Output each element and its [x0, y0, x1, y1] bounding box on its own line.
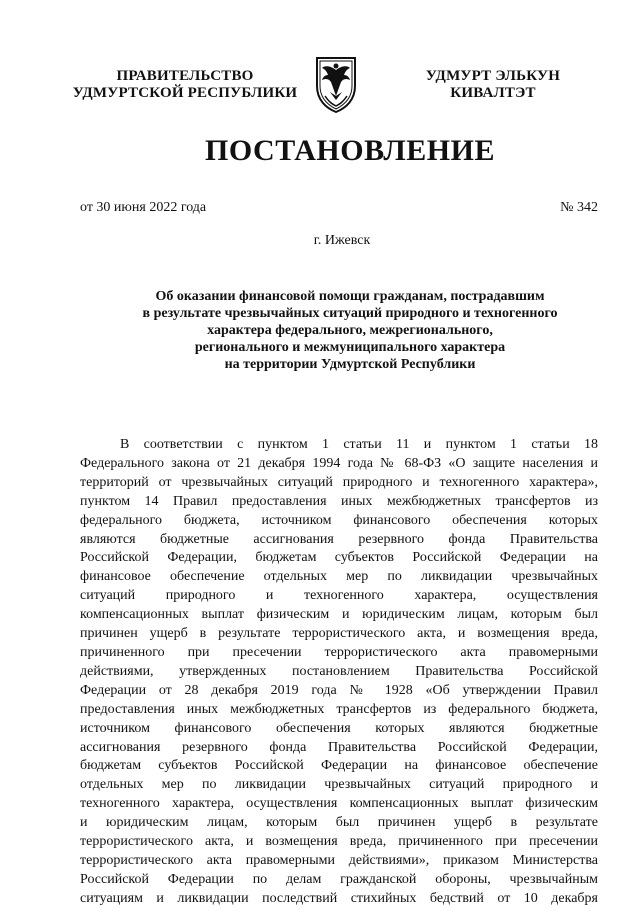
body-line: причинен ущерб в результате террористического акта, и возмещения вреда,: [80, 626, 598, 642]
body-line: финансовое обеспечение отдельных мер по ликвидации чрезвычайных: [80, 569, 598, 585]
body-line: источником финансового обеспечения которых являются бюджетные: [80, 720, 598, 736]
body-line: бюджетам субъектов Российской Федерации на финансовое обеспечение: [80, 758, 598, 774]
body-line: Федерации от 28 декабря 2019 года № 1928 «Об утверждении Правил: [80, 682, 598, 698]
body-line: террористического акта правомерными действиями», приказом Министерства: [80, 852, 598, 868]
body-line: отдельных мер по ликвидации чрезвычайных ситуаций природного и: [80, 777, 598, 793]
body-line: техногенного характера, осуществления компенсационных выплат физическим: [80, 796, 598, 812]
title-line: в результате чрезвычайных ситуаций природного и техногенного: [142, 306, 558, 321]
document-number: № 342: [560, 200, 598, 215]
body-line: ситуациям и ликвидации последствий стихийных бедствий от 10 декабря: [80, 890, 598, 906]
document-date: от 30 июня 2022 года: [80, 200, 207, 215]
body-line: ситуаций природного и техногенного характера, осуществления: [80, 588, 598, 604]
document-subject-title: [90, 288, 610, 373]
body-paragraph: [80, 436, 598, 909]
body-line: Российской Федерации, бюджетам субъектов Российской Федерации на: [80, 550, 598, 566]
title-line: Об оказании финансовой помощи гражданам, пострадавшим: [155, 289, 545, 304]
document-type-title: ПОСТАНОВЛЕНИЕ: [205, 134, 495, 167]
issuer-name-udmurt: [388, 68, 598, 102]
issuer-line: УДМУРТСКОЙ РЕСПУБЛИКИ: [72, 85, 298, 101]
body-line: и юридическим лицам, которым был причинен ущерб в результате: [80, 815, 598, 831]
body-line: федерального бюджета, источником финансового обеспечения которых: [80, 512, 598, 528]
body-line: ассигнования резервного фонда Правительства Российской Федерации,: [80, 739, 598, 755]
body-line: компенсационных выплат физическим и юридическим лицам, которым был: [80, 607, 598, 623]
body-line: причиненного при пресечении террористического акта правомерными: [80, 644, 598, 660]
title-line: характера федерального, межрегионального,: [207, 323, 493, 338]
coat-of-arms-icon: [313, 56, 359, 114]
title-line: регионального и межмуниципального характера: [194, 340, 506, 355]
issuer-line: ПРАВИТЕЛЬСТВО: [116, 68, 254, 84]
document-city: г. Ижевск: [313, 233, 371, 248]
body-line: Федерального закона от 21 декабря 1994 года № 68-ФЗ «О защите населения и: [80, 455, 598, 471]
body-line: действиями, утвержденных постановлением Правительства Российской: [80, 663, 598, 679]
body-line: являются бюджетные ассигнования резервного фонда Правительства: [80, 531, 598, 547]
issuer-line: УДМУРТ ЭЛЬКУН: [425, 68, 561, 84]
issuer-name-russian: [60, 68, 310, 102]
title-line: на территории Удмуртской Республики: [224, 357, 476, 372]
body-line: террористического акта, и возмещения вреда, причиненного при пресечении: [80, 834, 598, 850]
body-line: Российской Федерации по делам гражданской обороны, чрезвычайным: [80, 871, 598, 887]
body-line: территорий от чрезвычайных ситуаций природного и техногенного характера»,: [80, 474, 598, 490]
body-line: предоставления иных межбюджетных трансфертов из федерального бюджета,: [80, 701, 598, 717]
body-line: пунктом 14 Правил предоставления иных межбюджетных трансфертов из: [80, 493, 598, 509]
body-line: В соответствии с пунктом 1 статьи 11 и пунктом 1 статьи 18: [120, 437, 598, 452]
issuer-line: КИВАЛТЭТ: [450, 85, 536, 101]
